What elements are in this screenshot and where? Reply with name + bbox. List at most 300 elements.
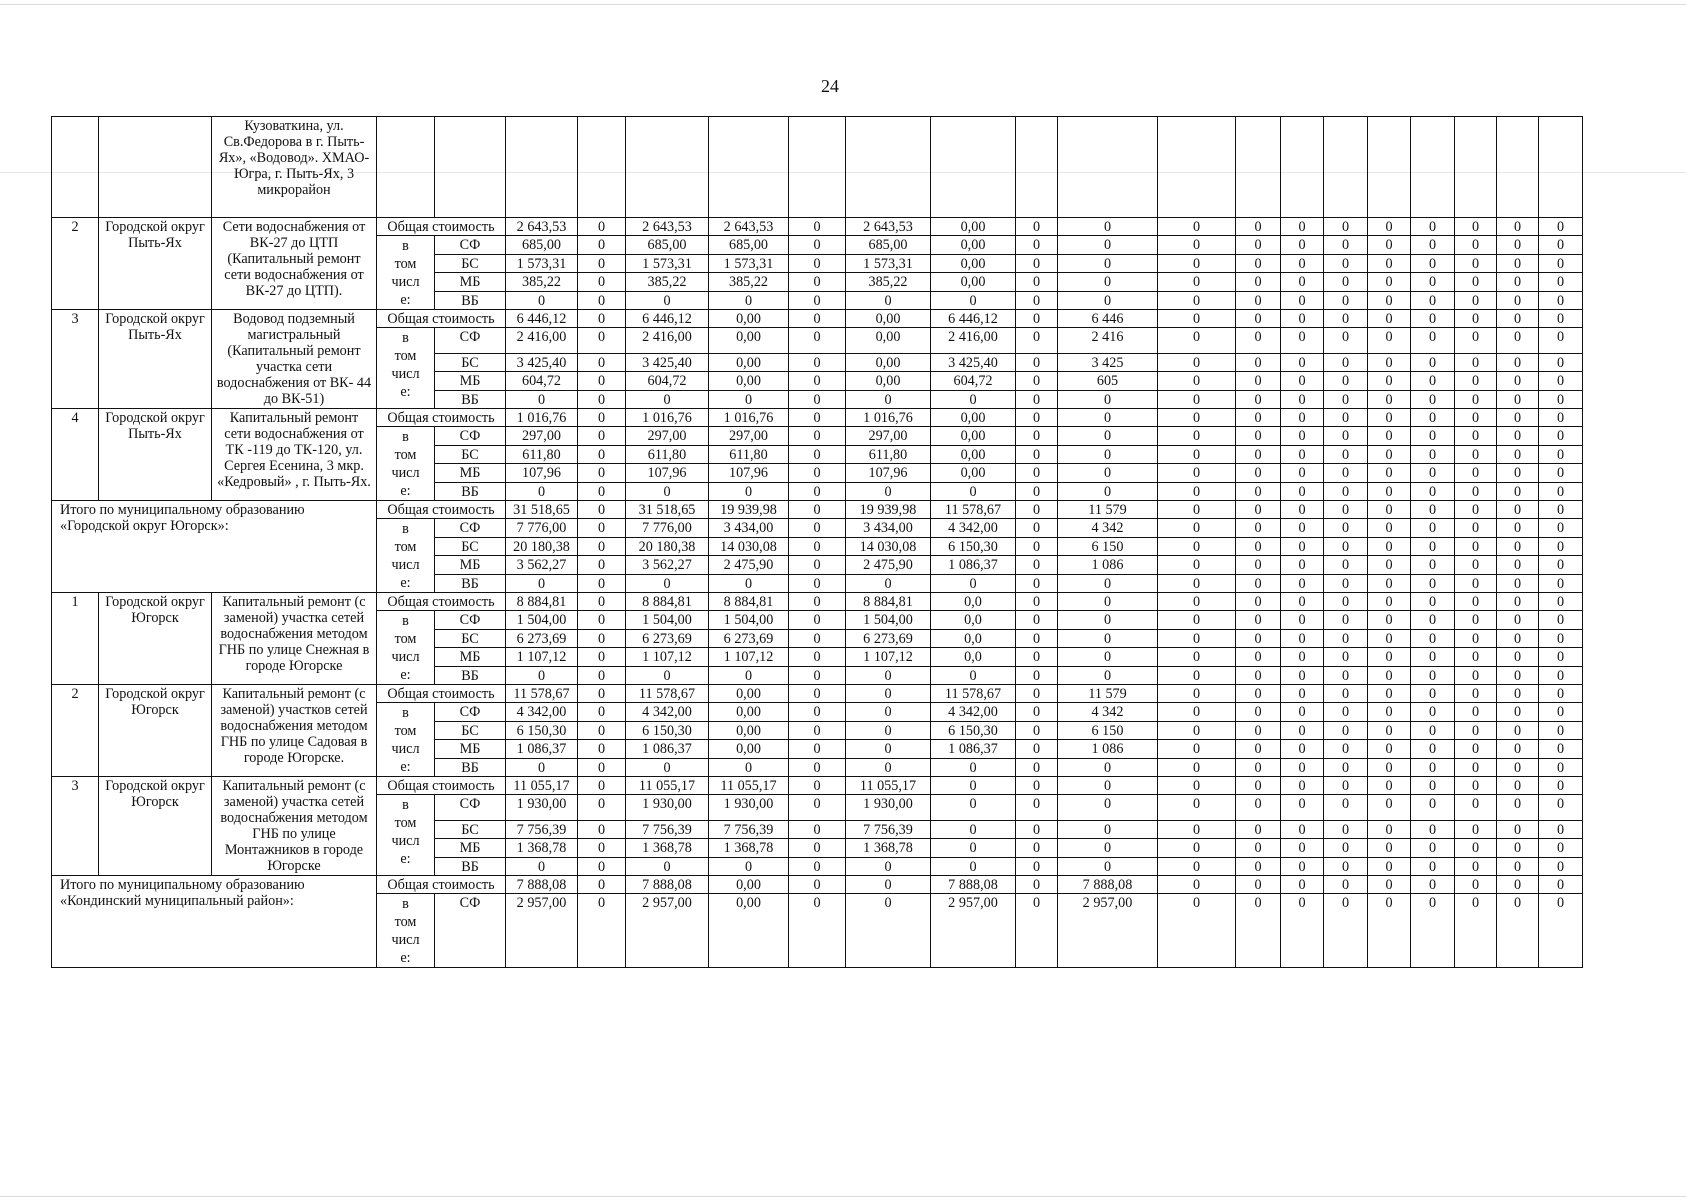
value-cell: 0	[578, 777, 626, 795]
value-cell: 0	[1411, 464, 1455, 483]
value-cell: 3 562,27	[626, 556, 709, 575]
value-cell: 0	[1539, 758, 1583, 777]
value-cell: 0	[1411, 611, 1455, 630]
value-cell: 0	[1539, 236, 1583, 255]
value-cell: 0	[578, 409, 626, 427]
value-cell: 0	[1236, 501, 1281, 519]
value-cell: 0	[1497, 666, 1539, 685]
value-cell: 0	[1016, 291, 1058, 310]
value-cell: 0	[1324, 353, 1368, 372]
value-cell: 0	[1539, 409, 1583, 427]
value-cell: 0	[626, 482, 709, 501]
value-cell: 0	[1368, 857, 1411, 876]
value-cell: 0	[1539, 894, 1583, 968]
value-cell: 6 273,69	[846, 629, 931, 648]
value-cell: 0	[1058, 648, 1158, 667]
value-cell: 0	[709, 574, 789, 593]
value-cell: 0	[1058, 839, 1158, 858]
value-cell: 0	[1368, 777, 1411, 795]
value-cell: 0	[1016, 519, 1058, 538]
value-cell: 0	[1236, 758, 1281, 777]
total-cost-label: Общая стоимость	[377, 409, 506, 427]
value-cell: 0	[1497, 427, 1539, 446]
municipality-name: Городской округ Югорск	[99, 593, 212, 685]
value-cell: 0	[1411, 894, 1455, 968]
value-cell: 0	[846, 666, 931, 685]
value-cell: 1 368,78	[846, 839, 931, 858]
value-cell: 0	[1058, 611, 1158, 630]
value-cell: 0	[1058, 427, 1158, 446]
value-cell: 0	[1539, 593, 1583, 611]
value-cell: 0	[1158, 666, 1236, 685]
value-cell: 19 939,98	[846, 501, 931, 519]
value-cell: 0	[1158, 464, 1236, 483]
value-cell: 611,80	[626, 445, 709, 464]
total-cost-label: Общая стоимость	[377, 593, 506, 611]
value-cell: 0	[578, 482, 626, 501]
value-cell: 1 573,31	[846, 254, 931, 273]
value-cell: 3 562,27	[506, 556, 578, 575]
value-cell: 0	[1324, 519, 1368, 538]
value-cell: 7 756,39	[709, 820, 789, 839]
value-cell: 0	[1236, 629, 1281, 648]
total-cost-label: Общая стоимость	[377, 218, 506, 236]
value-cell: 4 342,00	[506, 703, 578, 722]
value-cell: 0	[506, 390, 578, 409]
value-cell: 19 939,98	[709, 501, 789, 519]
value-cell: 0	[1236, 556, 1281, 575]
value-cell: 0	[1455, 611, 1497, 630]
value-cell: 0	[1236, 236, 1281, 255]
value-cell: 0	[1324, 666, 1368, 685]
value-cell: 685,00	[506, 236, 578, 255]
value-cell: 0,00	[846, 328, 931, 354]
including-label-word: том	[394, 631, 417, 647]
value-cell: 0	[789, 372, 846, 391]
including-label-word: том	[394, 815, 417, 831]
project-description: Водовод подземный магистральный (Капитальный ремонт участка сети водоснабжения от ВК- 44 до ВК-51)	[212, 310, 377, 409]
value-cell: 0	[1281, 236, 1324, 255]
value-cell: 0	[846, 740, 931, 759]
value-cell: 685,00	[846, 236, 931, 255]
table-row-total-cost	[52, 876, 1583, 894]
value-cell: 2 643,53	[506, 218, 578, 236]
value-cell: 0	[1455, 703, 1497, 722]
value-cell: 0	[1236, 648, 1281, 667]
value-cell: 0	[1016, 629, 1058, 648]
value-cell: 0	[1539, 218, 1583, 236]
value-cell: 0	[1236, 328, 1281, 354]
value-cell: 0	[1368, 464, 1411, 483]
value-cell: 7 756,39	[506, 820, 578, 839]
value-cell: 0	[1455, 372, 1497, 391]
subtotal-label: Итого по муниципальному образованию «Кондинский муниципальный район»:	[52, 876, 377, 968]
value-cell: 0	[1236, 721, 1281, 740]
value-cell: 0	[1539, 328, 1583, 354]
subtotal-label: Итого по муниципальному образованию «Городской округ Югорск»:	[52, 501, 377, 593]
value-cell: 0	[846, 482, 931, 501]
value-cell: 0	[506, 758, 578, 777]
value-cell: 0	[1158, 218, 1236, 236]
value-cell: 0	[1368, 390, 1411, 409]
value-cell: 0	[1016, 574, 1058, 593]
empty-cell	[435, 117, 506, 218]
value-cell: 11 578,67	[506, 685, 578, 703]
value-cell: 0	[1016, 353, 1058, 372]
value-cell: 0,0	[931, 611, 1016, 630]
value-cell: 0	[1455, 857, 1497, 876]
value-cell: 0	[1497, 685, 1539, 703]
including-label	[377, 611, 435, 685]
value-cell: 0	[1455, 574, 1497, 593]
value-cell: 0	[1497, 721, 1539, 740]
value-cell: 0	[1539, 464, 1583, 483]
value-cell: 0	[1281, 740, 1324, 759]
including-label-word: е:	[400, 851, 411, 867]
value-cell: 0	[789, 519, 846, 538]
value-cell: 0	[578, 328, 626, 354]
value-cell: 0	[1058, 254, 1158, 273]
value-cell: 1 086,37	[506, 740, 578, 759]
value-cell: 0	[1324, 777, 1368, 795]
value-cell: 297,00	[846, 427, 931, 446]
value-cell: 7 756,39	[846, 820, 931, 839]
value-cell: 0	[1497, 353, 1539, 372]
value-cell: 0	[578, 894, 626, 968]
value-cell: 0	[626, 666, 709, 685]
value-cell: 0	[1281, 273, 1324, 292]
funding-source-label: ВБ	[435, 857, 506, 876]
value-cell: 0	[1158, 372, 1236, 391]
value-cell: 0	[1158, 629, 1236, 648]
value-cell: 0	[1539, 574, 1583, 593]
value-cell: 4 342	[1058, 519, 1158, 538]
including-label-word: в	[402, 521, 409, 537]
value-cell: 0	[1281, 839, 1324, 858]
value-cell: 0	[1324, 310, 1368, 328]
value-cell: 0	[789, 501, 846, 519]
value-cell: 0	[931, 291, 1016, 310]
funding-table-wrap	[51, 116, 1583, 968]
value-cell: 0	[1236, 666, 1281, 685]
value-cell: 0	[1497, 273, 1539, 292]
value-cell: 0	[1016, 372, 1058, 391]
funding-source-label: СФ	[435, 611, 506, 630]
value-cell: 0	[1016, 464, 1058, 483]
including-label-word: том	[394, 723, 417, 739]
value-cell: 0	[578, 648, 626, 667]
value-cell: 0	[1411, 328, 1455, 354]
value-cell: 0	[931, 820, 1016, 839]
value-cell: 0	[1411, 777, 1455, 795]
value-cell: 0	[1236, 740, 1281, 759]
funding-source-label: МБ	[435, 372, 506, 391]
value-cell: 0	[1497, 758, 1539, 777]
value-cell: 0	[1016, 795, 1058, 821]
value-cell: 0	[1236, 482, 1281, 501]
including-label-word: числ	[391, 557, 420, 573]
empty-cell	[1539, 117, 1583, 218]
value-cell: 0	[1158, 876, 1236, 894]
value-cell: 0	[1539, 482, 1583, 501]
value-cell: 2 957,00	[626, 894, 709, 968]
value-cell: 0	[1058, 593, 1158, 611]
value-cell: 0	[1016, 648, 1058, 667]
value-cell: 0	[1455, 894, 1497, 968]
value-cell: 0	[1236, 445, 1281, 464]
value-cell: 0	[1158, 721, 1236, 740]
empty-cell	[377, 117, 435, 218]
value-cell: 0	[1368, 740, 1411, 759]
value-cell: 0	[1324, 556, 1368, 575]
value-cell: 0	[1058, 820, 1158, 839]
value-cell: 0	[1281, 482, 1324, 501]
value-cell: 0	[1158, 427, 1236, 446]
value-cell: 1 504,00	[506, 611, 578, 630]
including-label-word: числ	[391, 833, 420, 849]
value-cell: 0	[1411, 236, 1455, 255]
funding-source-label: МБ	[435, 556, 506, 575]
value-cell: 0	[578, 390, 626, 409]
value-cell: 0	[578, 721, 626, 740]
value-cell: 8 884,81	[506, 593, 578, 611]
value-cell: 0	[1236, 703, 1281, 722]
value-cell: 0	[789, 593, 846, 611]
value-cell: 0	[1058, 390, 1158, 409]
value-cell: 3 434,00	[846, 519, 931, 538]
value-cell: 0	[709, 758, 789, 777]
value-cell: 0	[1016, 445, 1058, 464]
value-cell: 0	[1236, 273, 1281, 292]
value-cell: 0,00	[709, 685, 789, 703]
value-cell: 0	[789, 310, 846, 328]
value-cell: 0	[1058, 857, 1158, 876]
value-cell: 11 055,17	[709, 777, 789, 795]
value-cell: 0	[1016, 390, 1058, 409]
value-cell: 6 273,69	[709, 629, 789, 648]
value-cell: 0	[846, 291, 931, 310]
value-cell: 0	[1281, 648, 1324, 667]
value-cell: 0	[1236, 254, 1281, 273]
value-cell: 0	[789, 857, 846, 876]
value-cell: 7 888,08	[506, 876, 578, 894]
project-description: Капитальный ремонт (с заменой) участка сетей водоснабжения методом ГНБ по улице Монтажников в городе Югорске	[212, 777, 377, 876]
value-cell: 0	[1497, 648, 1539, 667]
value-cell: 0	[931, 482, 1016, 501]
value-cell: 0	[1324, 273, 1368, 292]
funding-source-label: БС	[435, 820, 506, 839]
value-cell: 0	[1497, 236, 1539, 255]
empty-cell	[1411, 117, 1455, 218]
value-cell: 0	[1539, 390, 1583, 409]
value-cell: 0,00	[846, 353, 931, 372]
value-cell: 2 957,00	[506, 894, 578, 968]
value-cell: 0	[1281, 409, 1324, 427]
value-cell: 6 446,12	[506, 310, 578, 328]
value-cell: 0	[1368, 666, 1411, 685]
value-cell: 0	[1058, 236, 1158, 255]
value-cell: 0	[931, 666, 1016, 685]
value-cell: 0	[789, 666, 846, 685]
value-cell: 0	[846, 574, 931, 593]
funding-source-label: СФ	[435, 894, 506, 968]
item-number: 3	[52, 310, 99, 409]
value-cell: 0	[789, 556, 846, 575]
value-cell: 2 416	[1058, 328, 1158, 354]
funding-source-label: БС	[435, 353, 506, 372]
value-cell: 0	[578, 820, 626, 839]
value-cell: 385,22	[709, 273, 789, 292]
value-cell: 0	[1455, 758, 1497, 777]
value-cell: 0	[1539, 353, 1583, 372]
value-cell: 6 273,69	[626, 629, 709, 648]
value-cell: 0	[1368, 353, 1411, 372]
value-cell: 0,00	[709, 310, 789, 328]
empty-cell	[709, 117, 789, 218]
value-cell: 0	[1497, 537, 1539, 556]
value-cell: 0	[1539, 501, 1583, 519]
value-cell: 0	[1058, 629, 1158, 648]
value-cell: 0	[1368, 291, 1411, 310]
value-cell: 0	[1058, 273, 1158, 292]
value-cell: 0	[1497, 876, 1539, 894]
value-cell: 0	[1539, 445, 1583, 464]
value-cell: 0	[626, 390, 709, 409]
value-cell: 0	[1455, 721, 1497, 740]
value-cell: 0	[626, 758, 709, 777]
value-cell: 0	[1158, 254, 1236, 273]
value-cell: 0	[1324, 537, 1368, 556]
value-cell: 0	[1016, 218, 1058, 236]
including-label-word: е:	[400, 575, 411, 591]
value-cell: 8 884,81	[846, 593, 931, 611]
value-cell: 11 055,17	[846, 777, 931, 795]
value-cell: 0	[1455, 291, 1497, 310]
value-cell: 0	[789, 218, 846, 236]
value-cell: 0	[931, 777, 1016, 795]
value-cell: 0	[1368, 236, 1411, 255]
value-cell: 0	[789, 236, 846, 255]
including-label-word: е:	[400, 759, 411, 775]
value-cell: 0	[578, 839, 626, 858]
value-cell: 0	[1016, 721, 1058, 740]
value-cell: 0	[506, 666, 578, 685]
value-cell: 0	[1016, 409, 1058, 427]
value-cell: 0	[578, 666, 626, 685]
value-cell: 0	[1158, 593, 1236, 611]
empty-cell	[1236, 117, 1281, 218]
table-row-total-cost	[52, 409, 1583, 427]
item-number: 4	[52, 409, 99, 501]
value-cell: 0	[1158, 703, 1236, 722]
value-cell: 0	[578, 629, 626, 648]
value-cell: 0	[1158, 611, 1236, 630]
value-cell: 0	[1368, 372, 1411, 391]
value-cell: 0	[1158, 685, 1236, 703]
value-cell: 1 016,76	[709, 409, 789, 427]
value-cell: 0	[1236, 390, 1281, 409]
value-cell: 0,0	[931, 629, 1016, 648]
value-cell: 11 579	[1058, 501, 1158, 519]
value-cell: 0	[1058, 482, 1158, 501]
value-cell: 0,0	[931, 593, 1016, 611]
value-cell: 0	[1324, 795, 1368, 821]
value-cell: 0	[789, 328, 846, 354]
value-cell: 0	[709, 482, 789, 501]
value-cell: 0	[789, 839, 846, 858]
value-cell: 0	[1411, 839, 1455, 858]
value-cell: 0	[1236, 372, 1281, 391]
value-cell: 0	[1281, 310, 1324, 328]
empty-cell	[931, 117, 1016, 218]
value-cell: 0	[789, 390, 846, 409]
value-cell: 0	[1058, 574, 1158, 593]
value-cell: 107,96	[846, 464, 931, 483]
value-cell: 0	[1411, 876, 1455, 894]
item-number: 2	[52, 218, 99, 310]
value-cell: 0	[789, 574, 846, 593]
value-cell: 0	[1539, 795, 1583, 821]
value-cell: 0	[1281, 721, 1324, 740]
funding-table	[51, 116, 1583, 968]
value-cell: 0	[789, 795, 846, 821]
value-cell: 0	[1281, 218, 1324, 236]
value-cell: 0	[1455, 556, 1497, 575]
funding-source-label: СФ	[435, 703, 506, 722]
value-cell: 0	[1539, 777, 1583, 795]
value-cell: 0	[578, 556, 626, 575]
including-label-word: числ	[391, 465, 420, 481]
value-cell: 0	[1539, 291, 1583, 310]
including-label-word: в	[402, 705, 409, 721]
value-cell: 0	[931, 839, 1016, 858]
value-cell: 0	[1411, 648, 1455, 667]
value-cell: 0	[789, 648, 846, 667]
value-cell: 0	[1497, 556, 1539, 575]
value-cell: 0	[1368, 795, 1411, 821]
value-cell: 0	[578, 685, 626, 703]
description-cell: Кузоваткина, ул. Св.Федорова в г. Пыть-Ях», «Водовод». ХМАО-Югра, г. Пыть-Ях, 3 микрорайон	[212, 117, 377, 218]
value-cell: 7 776,00	[626, 519, 709, 538]
value-cell: 0	[1281, 611, 1324, 630]
value-cell: 605	[1058, 372, 1158, 391]
value-cell: 0	[789, 291, 846, 310]
value-cell: 0	[846, 876, 931, 894]
value-cell: 0	[1539, 254, 1583, 273]
value-cell: 1 504,00	[846, 611, 931, 630]
value-cell: 11 055,17	[506, 777, 578, 795]
value-cell: 0	[789, 409, 846, 427]
value-cell: 1 573,31	[709, 254, 789, 273]
value-cell: 0	[1281, 291, 1324, 310]
item-number: 2	[52, 685, 99, 777]
value-cell: 0	[1497, 310, 1539, 328]
item-number: 3	[52, 777, 99, 876]
value-cell: 0	[1236, 876, 1281, 894]
value-cell: 0	[1324, 574, 1368, 593]
value-cell: 0	[1158, 328, 1236, 354]
value-cell: 0	[1158, 740, 1236, 759]
value-cell: 0	[1324, 839, 1368, 858]
value-cell: 0	[1236, 820, 1281, 839]
value-cell: 6 150,30	[931, 721, 1016, 740]
value-cell: 385,22	[846, 273, 931, 292]
value-cell: 0	[1236, 894, 1281, 968]
value-cell: 0	[1281, 703, 1324, 722]
including-label-word: том	[394, 348, 417, 364]
value-cell: 0	[1411, 593, 1455, 611]
value-cell: 0	[1411, 273, 1455, 292]
